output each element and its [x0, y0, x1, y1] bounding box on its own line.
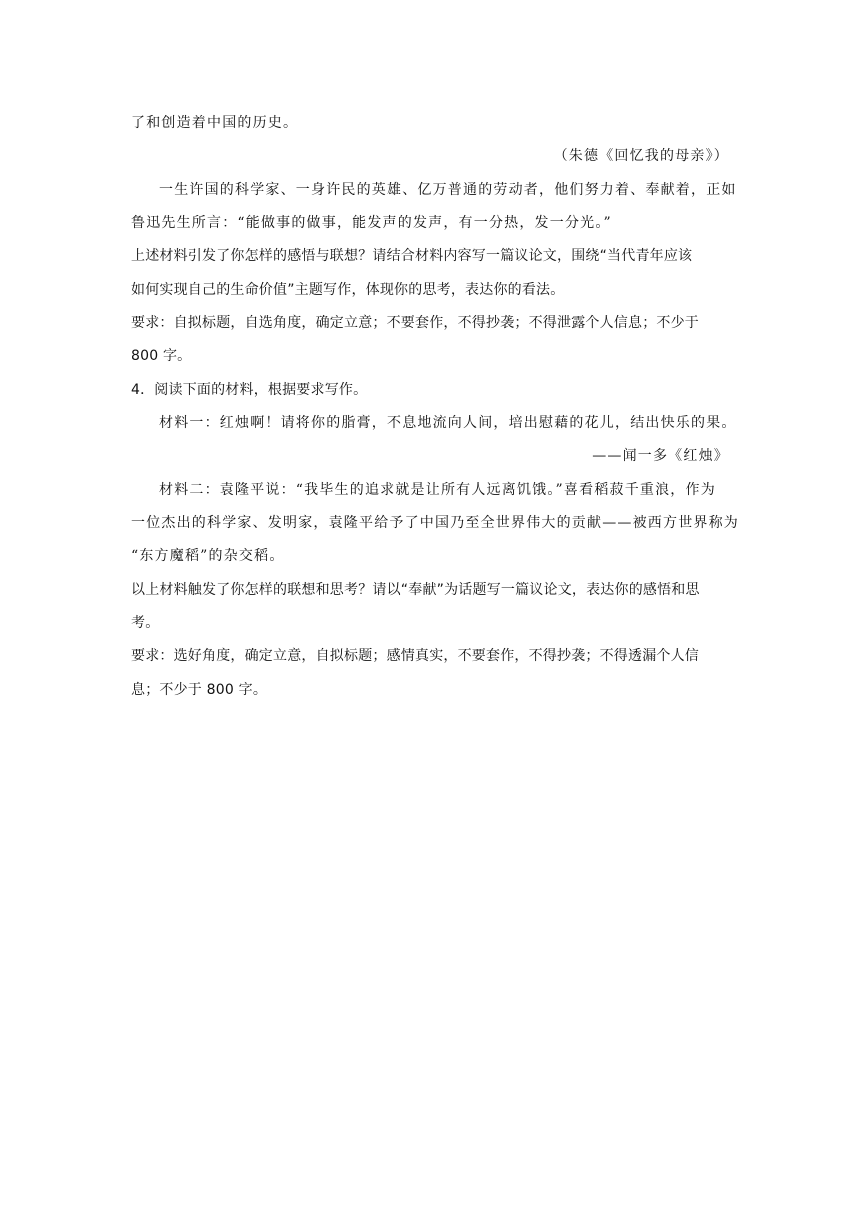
requirement-line: 要求：选好角度，确定立意，自拟标题；感情真实，不要套作，不得抄袭；不得透漏个人信: [131, 648, 699, 664]
question-heading: 4．阅读下面的材料，根据要求写作。: [131, 382, 368, 398]
citation: （朱德《回忆我的母亲》）: [553, 148, 729, 164]
paragraph-line: 了和创造着中国的历史。: [131, 115, 299, 131]
requirement-line: 要求：自拟标题，自选角度，确定立意；不要套作，不得抄袭；不得泄露个人信息；不少于: [131, 315, 699, 331]
prompt-line: 考。: [131, 615, 160, 631]
citation: ——闻一多《红烛》: [592, 448, 729, 464]
material-line: 材料一：红烛啊！请将你的脂膏，不息地流向人间，培出慰藉的花儿，结出快乐的果。: [159, 415, 737, 431]
paragraph-line: 一生许国的科学家、一身许民的英雄、亿万普通的劳动者，他们努力着、奉献着，正如: [159, 182, 737, 198]
prompt-line: 以上材料触发了你怎样的联想和思考？请以“奉献”为话题写一篇议论文，表达你的感悟和思: [131, 582, 700, 598]
prompt-line: 上述材料引发了你怎样的感悟与联想？请结合材料内容写一篇议论文，围绕“当代青年应该: [131, 248, 693, 264]
requirement-line: 800 字。: [131, 348, 192, 364]
material-line: “东方魔稻”的杂交稻。: [131, 548, 285, 564]
material-line: 材料二：袁隆平说：“我毕生的追求就是让所有人远离饥饿。”喜看稻菽千重浪，作为: [159, 482, 716, 498]
prompt-line: 如何实现自己的生命价值”主题写作，体现你的思考，表达你的看法。: [131, 282, 565, 298]
requirement-line: 息；不少于 800 字。: [131, 682, 268, 698]
paragraph-line: 鲁迅先生所言：“能做事的做事，能发声的发声，有一分热，发一分光。”: [131, 215, 612, 231]
material-line: 一位杰出的科学家、发明家，袁隆平给予了中国乃至全世界伟大的贡献——被西方世界称为: [131, 515, 739, 531]
